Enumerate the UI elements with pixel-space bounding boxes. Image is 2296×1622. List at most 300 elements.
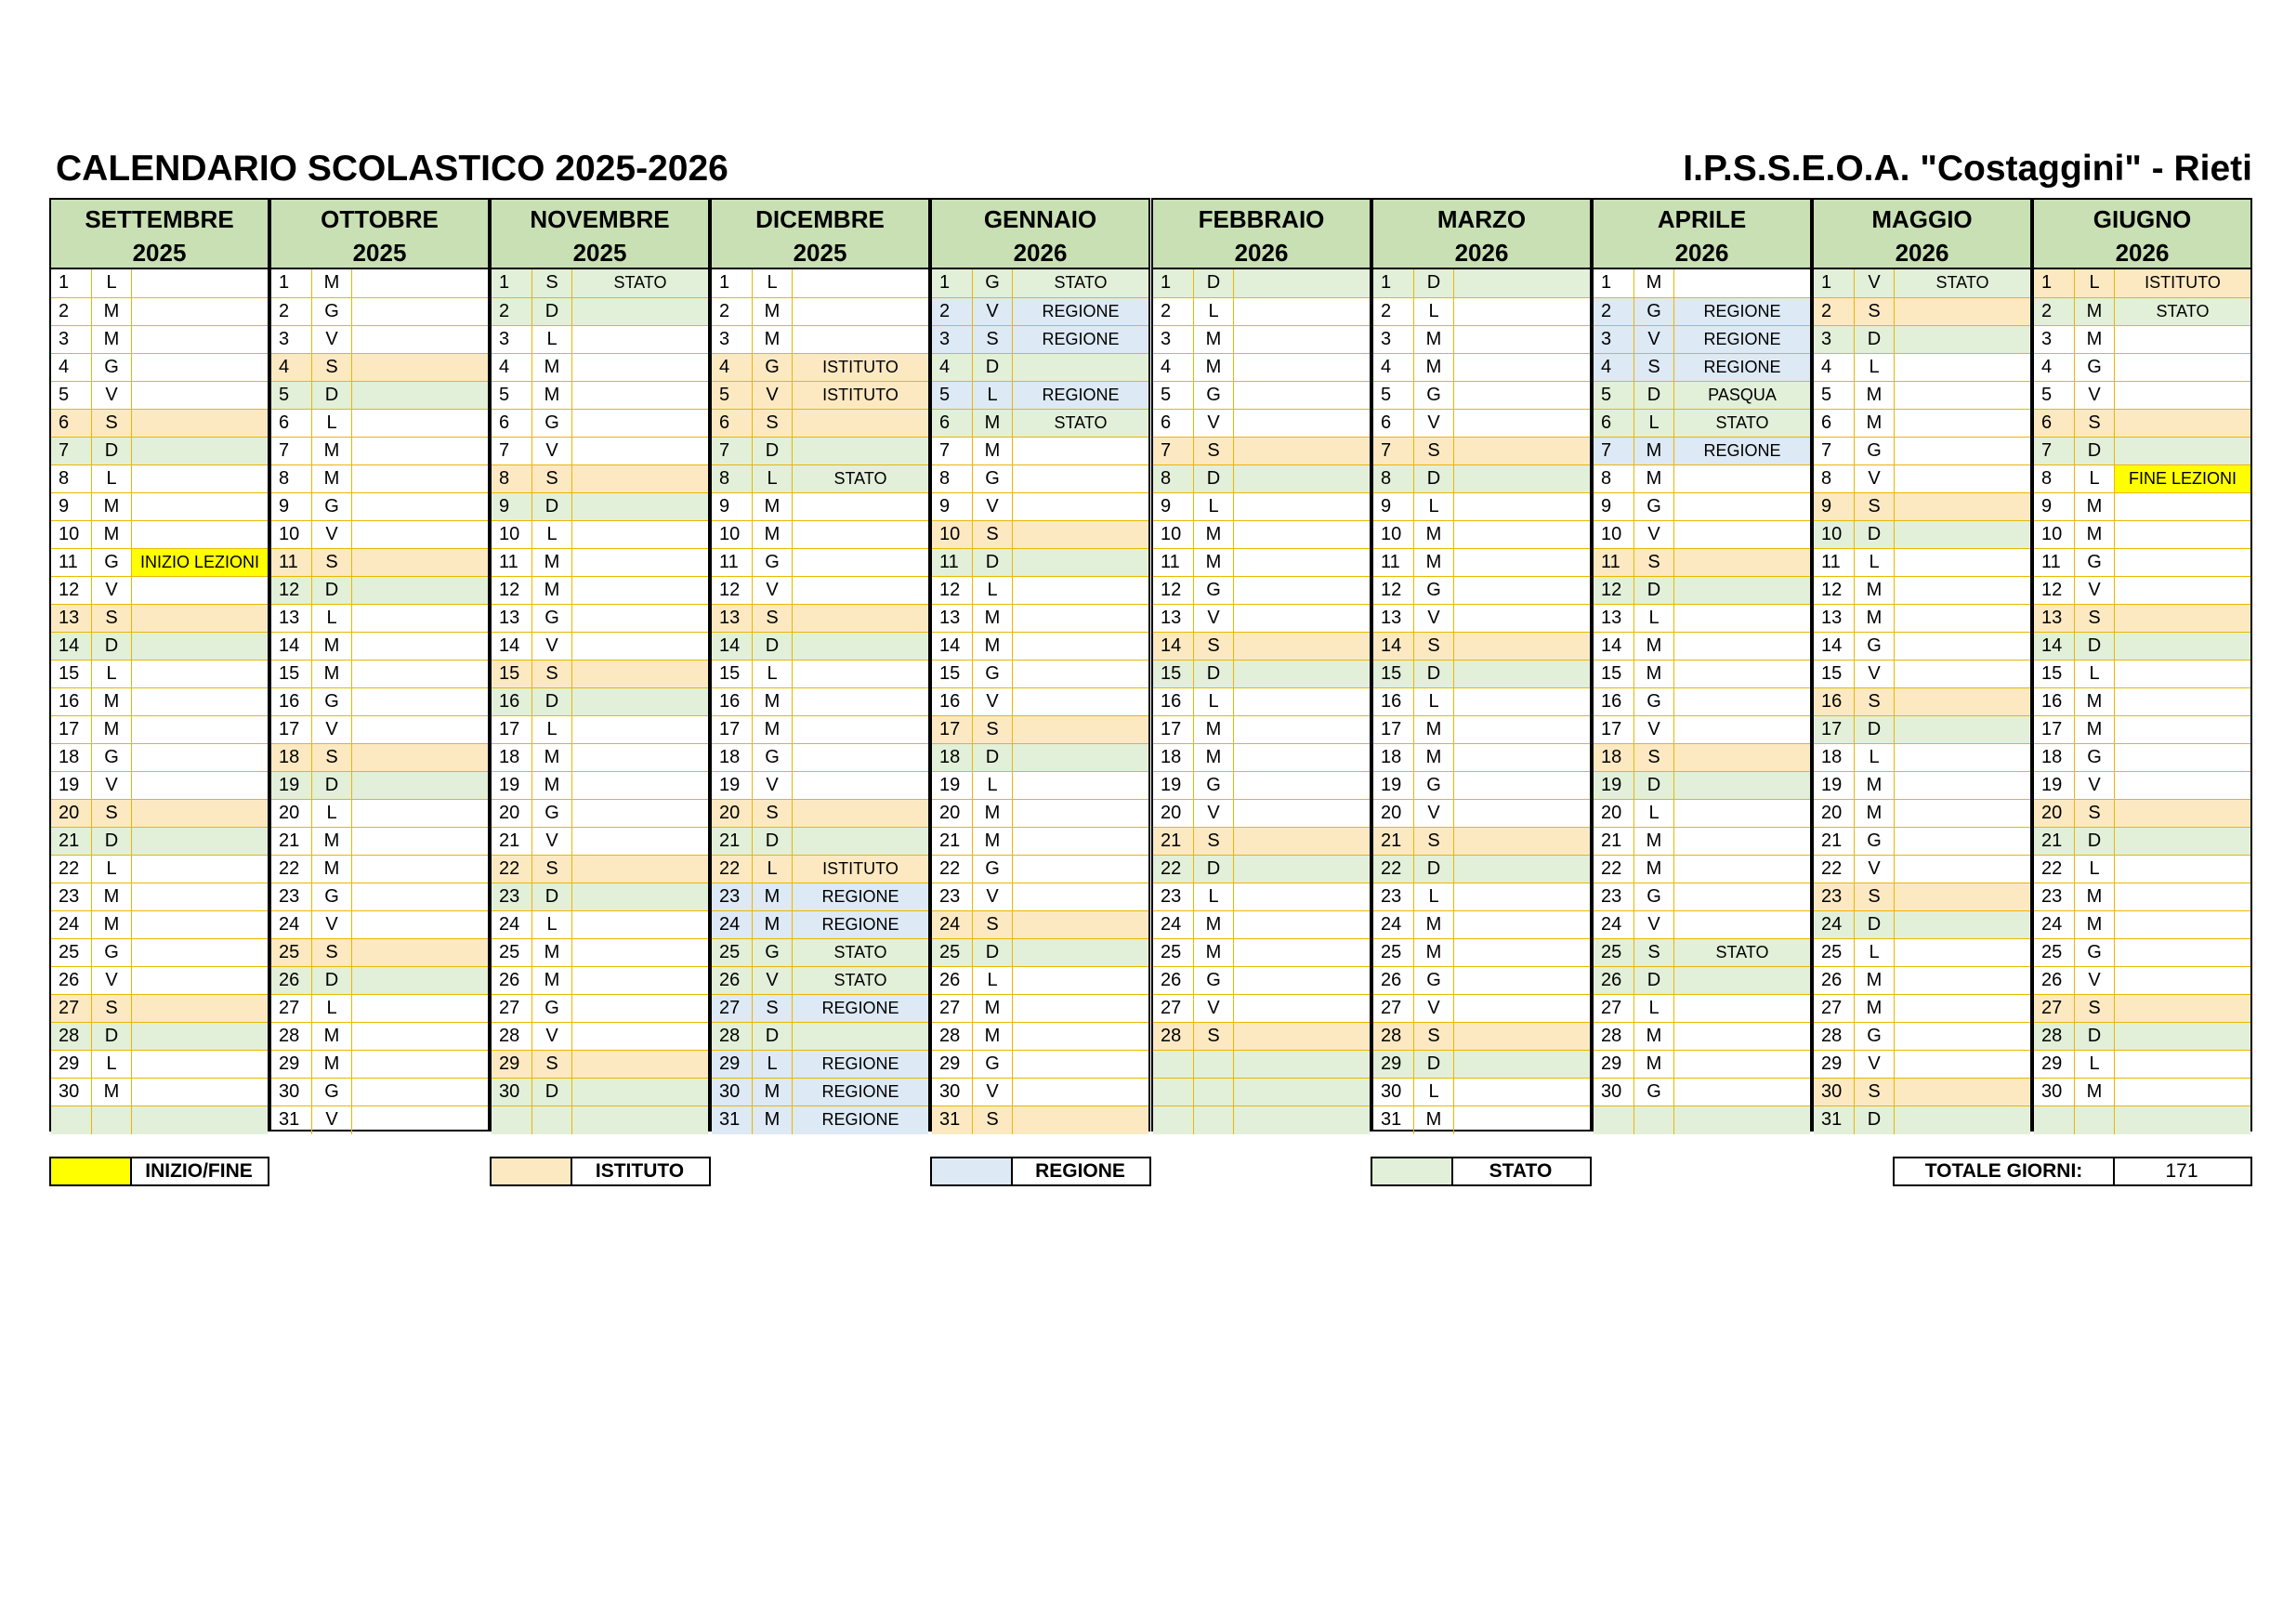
day-row xyxy=(712,966,928,995)
day-event xyxy=(793,298,928,326)
day-number: 23 xyxy=(1373,883,1414,911)
day-event xyxy=(132,493,268,521)
day-event xyxy=(2115,883,2250,911)
day-event xyxy=(1674,269,1810,297)
month-column-gennaio xyxy=(930,198,1150,1131)
day-weekday: M xyxy=(532,939,572,967)
day-event: ISTITUTO xyxy=(793,382,928,410)
day-row xyxy=(932,687,1148,716)
day-row xyxy=(1373,548,1590,577)
day-weekday: D xyxy=(532,298,572,326)
day-event xyxy=(352,772,488,800)
day-number: 11 xyxy=(2034,549,2075,577)
day-event xyxy=(1454,438,1590,465)
day-weekday: D xyxy=(532,883,572,911)
day-weekday: G xyxy=(92,939,132,967)
day-weekday: G xyxy=(753,549,793,577)
month-column-aprile xyxy=(1592,198,1812,1131)
day-weekday: G xyxy=(973,661,1013,688)
day-weekday: G xyxy=(1634,493,1674,521)
day-event xyxy=(1013,716,1148,744)
day-number: 1 xyxy=(1153,269,1194,297)
day-number: 24 xyxy=(1814,911,1855,939)
day-number: 23 xyxy=(1153,883,1194,911)
day-number: 20 xyxy=(1594,800,1634,828)
day-number: 18 xyxy=(492,744,532,772)
day-number: 16 xyxy=(2034,688,2075,716)
day-number: 21 xyxy=(712,828,753,856)
day-row xyxy=(932,1105,1148,1134)
day-event xyxy=(132,326,268,354)
day-row xyxy=(271,883,488,911)
day-event xyxy=(572,1079,708,1106)
day-event xyxy=(132,605,268,633)
day-weekday: M xyxy=(532,382,572,410)
day-row xyxy=(1594,381,1810,410)
day-number: 12 xyxy=(1153,577,1194,605)
day-number: 11 xyxy=(271,549,312,577)
day-weekday: D xyxy=(973,744,1013,772)
day-event xyxy=(1234,521,1370,549)
day-event xyxy=(1454,911,1590,939)
day-row xyxy=(492,883,708,911)
day-event: REGIONE xyxy=(1674,438,1810,465)
day-weekday: G xyxy=(92,744,132,772)
day-weekday: S xyxy=(2075,995,2115,1023)
day-number: 11 xyxy=(1594,549,1634,577)
day-number: 25 xyxy=(712,939,753,967)
day-row xyxy=(1373,381,1590,410)
day-weekday: S xyxy=(532,661,572,688)
day-number: 20 xyxy=(712,800,753,828)
day-weekday: G xyxy=(1855,1023,1895,1051)
day-event xyxy=(793,493,928,521)
day-weekday: M xyxy=(973,605,1013,633)
day-weekday: M xyxy=(1414,1106,1454,1134)
day-event xyxy=(1454,269,1590,297)
day-number: 20 xyxy=(932,800,973,828)
day-row xyxy=(2034,269,2250,297)
day-row xyxy=(492,994,708,1023)
day-weekday: D xyxy=(312,382,352,410)
day-event: STATO xyxy=(1013,269,1148,297)
day-number: 25 xyxy=(1814,939,1855,967)
month-column-marzo xyxy=(1371,198,1592,1131)
day-row xyxy=(492,938,708,967)
day-row xyxy=(51,660,268,688)
day-number: 17 xyxy=(1373,716,1414,744)
day-row xyxy=(932,994,1148,1023)
day-number: 13 xyxy=(51,605,92,633)
month-year: 2026 xyxy=(2115,239,2170,267)
day-row xyxy=(1594,1022,1810,1051)
day-event xyxy=(2115,1023,2250,1051)
day-weekday: M xyxy=(2075,1079,2115,1106)
day-row xyxy=(51,771,268,800)
day-weekday: S xyxy=(2075,605,2115,633)
day-event xyxy=(352,856,488,883)
day-weekday: D xyxy=(1414,1051,1454,1079)
day-row xyxy=(271,604,488,633)
day-weekday: V xyxy=(1414,995,1454,1023)
day-number: 30 xyxy=(51,1079,92,1106)
day-weekday: S xyxy=(92,605,132,633)
day-number: 18 xyxy=(932,744,973,772)
day-weekday xyxy=(1194,1079,1234,1106)
day-event xyxy=(1895,688,2030,716)
day-event xyxy=(352,828,488,856)
day-row xyxy=(51,966,268,995)
day-number xyxy=(51,1106,92,1134)
day-weekday: D xyxy=(753,1023,793,1051)
day-event xyxy=(1674,828,1810,856)
day-weekday: D xyxy=(1194,269,1234,297)
day-number: 17 xyxy=(1814,716,1855,744)
month-name: SETTEMBRE xyxy=(85,205,234,233)
day-number: 28 xyxy=(1373,1023,1414,1051)
day-row xyxy=(1373,687,1590,716)
day-weekday: L xyxy=(1634,410,1674,438)
day-number: 8 xyxy=(492,465,532,493)
day-row xyxy=(492,1105,708,1134)
day-number: 24 xyxy=(1153,911,1194,939)
day-number: 17 xyxy=(51,716,92,744)
day-number: 9 xyxy=(1814,493,1855,521)
day-row xyxy=(1814,297,2030,326)
day-weekday: D xyxy=(1634,967,1674,995)
day-number: 12 xyxy=(492,577,532,605)
day-event xyxy=(132,828,268,856)
day-weekday: M xyxy=(312,828,352,856)
day-weekday: M xyxy=(973,438,1013,465)
day-number: 15 xyxy=(1153,661,1194,688)
day-row xyxy=(1373,743,1590,772)
day-event xyxy=(1674,967,1810,995)
day-weekday: G xyxy=(532,605,572,633)
day-event xyxy=(2115,633,2250,661)
day-event: PASQUA xyxy=(1674,382,1810,410)
day-weekday: L xyxy=(753,269,793,297)
day-weekday: D xyxy=(532,688,572,716)
day-number: 4 xyxy=(712,354,753,382)
day-number: 13 xyxy=(1814,605,1855,633)
day-row xyxy=(932,464,1148,493)
day-number: 4 xyxy=(1153,354,1194,382)
day-number: 25 xyxy=(1594,939,1634,967)
day-event xyxy=(1454,883,1590,911)
day-row xyxy=(492,1050,708,1079)
day-weekday: G xyxy=(1194,772,1234,800)
day-event xyxy=(1895,382,2030,410)
day-weekday: L xyxy=(1855,549,1895,577)
day-event xyxy=(1454,856,1590,883)
day-row xyxy=(492,827,708,856)
day-row xyxy=(1594,576,1810,605)
day-row xyxy=(2034,353,2250,382)
day-weekday: M xyxy=(312,438,352,465)
day-event xyxy=(1454,577,1590,605)
day-weekday: D xyxy=(1634,577,1674,605)
day-row xyxy=(2034,883,2250,911)
day-number: 12 xyxy=(1373,577,1414,605)
day-event xyxy=(2115,967,2250,995)
day-weekday: G xyxy=(312,298,352,326)
day-row xyxy=(51,1050,268,1079)
day-number: 3 xyxy=(712,326,753,354)
day-weekday: L xyxy=(2075,269,2115,297)
day-number: 4 xyxy=(2034,354,2075,382)
day-number: 13 xyxy=(2034,605,2075,633)
day-row xyxy=(1814,715,2030,744)
day-row xyxy=(271,325,488,354)
day-event xyxy=(352,1051,488,1079)
day-number: 27 xyxy=(2034,995,2075,1023)
day-weekday: V xyxy=(753,772,793,800)
day-row xyxy=(271,269,488,297)
day-row xyxy=(712,660,928,688)
day-weekday: S xyxy=(1855,298,1895,326)
day-event xyxy=(1895,716,2030,744)
day-event xyxy=(793,326,928,354)
day-number: 16 xyxy=(932,688,973,716)
day-row xyxy=(1594,548,1810,577)
day-number: 14 xyxy=(1373,633,1414,661)
day-weekday: M xyxy=(753,688,793,716)
day-number: 24 xyxy=(1594,911,1634,939)
day-row xyxy=(492,660,708,688)
day-row xyxy=(1814,576,2030,605)
day-weekday: M xyxy=(973,1023,1013,1051)
day-number: 10 xyxy=(492,521,532,549)
day-weekday: V xyxy=(312,521,352,549)
day-event xyxy=(352,1079,488,1106)
day-weekday: M xyxy=(753,326,793,354)
day-number: 18 xyxy=(1594,744,1634,772)
day-event: STATO xyxy=(793,967,928,995)
day-event xyxy=(1234,465,1370,493)
day-number: 8 xyxy=(1814,465,1855,493)
day-number: 18 xyxy=(1153,744,1194,772)
day-weekday: M xyxy=(312,1023,352,1051)
day-row xyxy=(271,353,488,382)
day-event xyxy=(793,577,928,605)
day-row xyxy=(1594,743,1810,772)
day-row xyxy=(1153,687,1370,716)
day-weekday: V xyxy=(92,382,132,410)
day-row xyxy=(1814,966,2030,995)
day-weekday: M xyxy=(753,1106,793,1134)
day-row xyxy=(2034,771,2250,800)
day-event xyxy=(1895,939,2030,967)
day-event xyxy=(132,800,268,828)
day-row xyxy=(932,492,1148,521)
day-row xyxy=(271,855,488,883)
day-number: 27 xyxy=(1153,995,1194,1023)
day-weekday: M xyxy=(312,1051,352,1079)
day-weekday: L xyxy=(92,661,132,688)
day-number: 10 xyxy=(1373,521,1414,549)
day-number: 9 xyxy=(271,493,312,521)
day-event xyxy=(1454,549,1590,577)
day-number: 2 xyxy=(1153,298,1194,326)
day-row xyxy=(1814,520,2030,549)
day-weekday: D xyxy=(1194,661,1234,688)
day-event xyxy=(352,967,488,995)
legend-regione xyxy=(930,1157,1151,1186)
day-event xyxy=(2115,716,2250,744)
day-number: 2 xyxy=(271,298,312,326)
day-row xyxy=(712,576,928,605)
day-row xyxy=(932,576,1148,605)
day-row xyxy=(2034,938,2250,967)
day-weekday: G xyxy=(1194,382,1234,410)
day-event xyxy=(1234,856,1370,883)
day-number: 2 xyxy=(1373,298,1414,326)
day-number: 8 xyxy=(1373,465,1414,493)
day-row xyxy=(712,827,928,856)
day-row xyxy=(932,827,1148,856)
day-event xyxy=(793,438,928,465)
day-weekday: V xyxy=(1855,661,1895,688)
day-weekday xyxy=(2075,1106,2115,1134)
day-row xyxy=(2034,966,2250,995)
day-row xyxy=(1153,715,1370,744)
day-event xyxy=(132,577,268,605)
day-number: 14 xyxy=(1594,633,1634,661)
day-number: 13 xyxy=(1153,605,1194,633)
day-row xyxy=(1594,492,1810,521)
day-row xyxy=(1153,604,1370,633)
day-number: 21 xyxy=(492,828,532,856)
day-number: 5 xyxy=(1594,382,1634,410)
day-event xyxy=(2115,410,2250,438)
day-weekday: D xyxy=(92,828,132,856)
day-weekday: D xyxy=(2075,828,2115,856)
day-row xyxy=(1373,994,1590,1023)
day-row xyxy=(492,855,708,883)
day-event xyxy=(2115,354,2250,382)
month-header xyxy=(1373,200,1590,269)
day-weekday: G xyxy=(312,883,352,911)
day-event xyxy=(572,995,708,1023)
day-number: 8 xyxy=(712,465,753,493)
day-row xyxy=(1594,855,1810,883)
day-row xyxy=(712,743,928,772)
day-number: 29 xyxy=(1373,1051,1414,1079)
day-row xyxy=(932,799,1148,828)
day-event xyxy=(1234,493,1370,521)
day-row xyxy=(1814,409,2030,438)
month-header xyxy=(2034,200,2250,269)
day-number: 27 xyxy=(932,995,973,1023)
day-weekday: M xyxy=(92,493,132,521)
day-number: 26 xyxy=(1594,967,1634,995)
day-row xyxy=(1373,938,1590,967)
day-event xyxy=(352,521,488,549)
day-row xyxy=(1153,966,1370,995)
day-row xyxy=(712,632,928,661)
day-weekday: G xyxy=(1414,577,1454,605)
day-number: 11 xyxy=(1153,549,1194,577)
day-weekday: S xyxy=(92,800,132,828)
day-number: 16 xyxy=(1814,688,1855,716)
day-row xyxy=(51,883,268,911)
day-row xyxy=(1814,660,2030,688)
day-weekday: D xyxy=(1414,856,1454,883)
day-event xyxy=(2115,521,2250,549)
day-weekday: L xyxy=(1414,883,1454,911)
day-number: 22 xyxy=(51,856,92,883)
day-row xyxy=(712,409,928,438)
day-number: 7 xyxy=(712,438,753,465)
day-weekday: S xyxy=(532,465,572,493)
day-weekday: M xyxy=(1634,465,1674,493)
day-event: REGIONE xyxy=(1013,382,1148,410)
day-row xyxy=(2034,492,2250,521)
day-row xyxy=(51,437,268,465)
day-event xyxy=(572,354,708,382)
day-event xyxy=(793,605,928,633)
legend-swatch-istituto xyxy=(492,1158,572,1184)
month-column-dicembre xyxy=(710,198,930,1131)
day-weekday: D xyxy=(2075,438,2115,465)
day-row xyxy=(271,966,488,995)
day-row xyxy=(1814,1105,2030,1134)
day-weekday: L xyxy=(2075,661,2115,688)
day-row xyxy=(1594,1050,1810,1079)
day-number: 28 xyxy=(1594,1023,1634,1051)
day-event xyxy=(2115,744,2250,772)
day-row xyxy=(1153,409,1370,438)
month-header xyxy=(1594,200,1810,269)
day-row xyxy=(1373,771,1590,800)
day-weekday: L xyxy=(753,661,793,688)
legend-inizio-fine xyxy=(49,1157,269,1186)
day-weekday: G xyxy=(1855,438,1895,465)
day-row xyxy=(51,520,268,549)
day-number: 22 xyxy=(1153,856,1194,883)
day-weekday: L xyxy=(1194,688,1234,716)
day-row xyxy=(932,660,1148,688)
day-row xyxy=(1814,464,2030,493)
day-number: 2 xyxy=(492,298,532,326)
day-number: 22 xyxy=(271,856,312,883)
day-event xyxy=(1234,688,1370,716)
day-event xyxy=(1674,1106,1810,1134)
day-number: 3 xyxy=(1153,326,1194,354)
day-row xyxy=(1594,771,1810,800)
day-weekday: G xyxy=(312,493,352,521)
day-row xyxy=(1594,966,1810,995)
day-weekday: S xyxy=(973,1106,1013,1134)
day-event: INIZIO LEZIONI xyxy=(132,549,268,577)
day-event xyxy=(572,772,708,800)
day-number: 30 xyxy=(1814,1079,1855,1106)
day-number: 31 xyxy=(1373,1106,1414,1134)
day-event: STATO xyxy=(1013,410,1148,438)
day-number: 21 xyxy=(1814,828,1855,856)
day-weekday: M xyxy=(92,326,132,354)
day-weekday: M xyxy=(2075,326,2115,354)
day-weekday: G xyxy=(1855,828,1895,856)
day-event xyxy=(1454,326,1590,354)
day-event xyxy=(1454,410,1590,438)
day-number: 8 xyxy=(2034,465,2075,493)
day-weekday: S xyxy=(973,911,1013,939)
day-number: 2 xyxy=(932,298,973,326)
day-row xyxy=(2034,660,2250,688)
day-number: 10 xyxy=(1153,521,1194,549)
